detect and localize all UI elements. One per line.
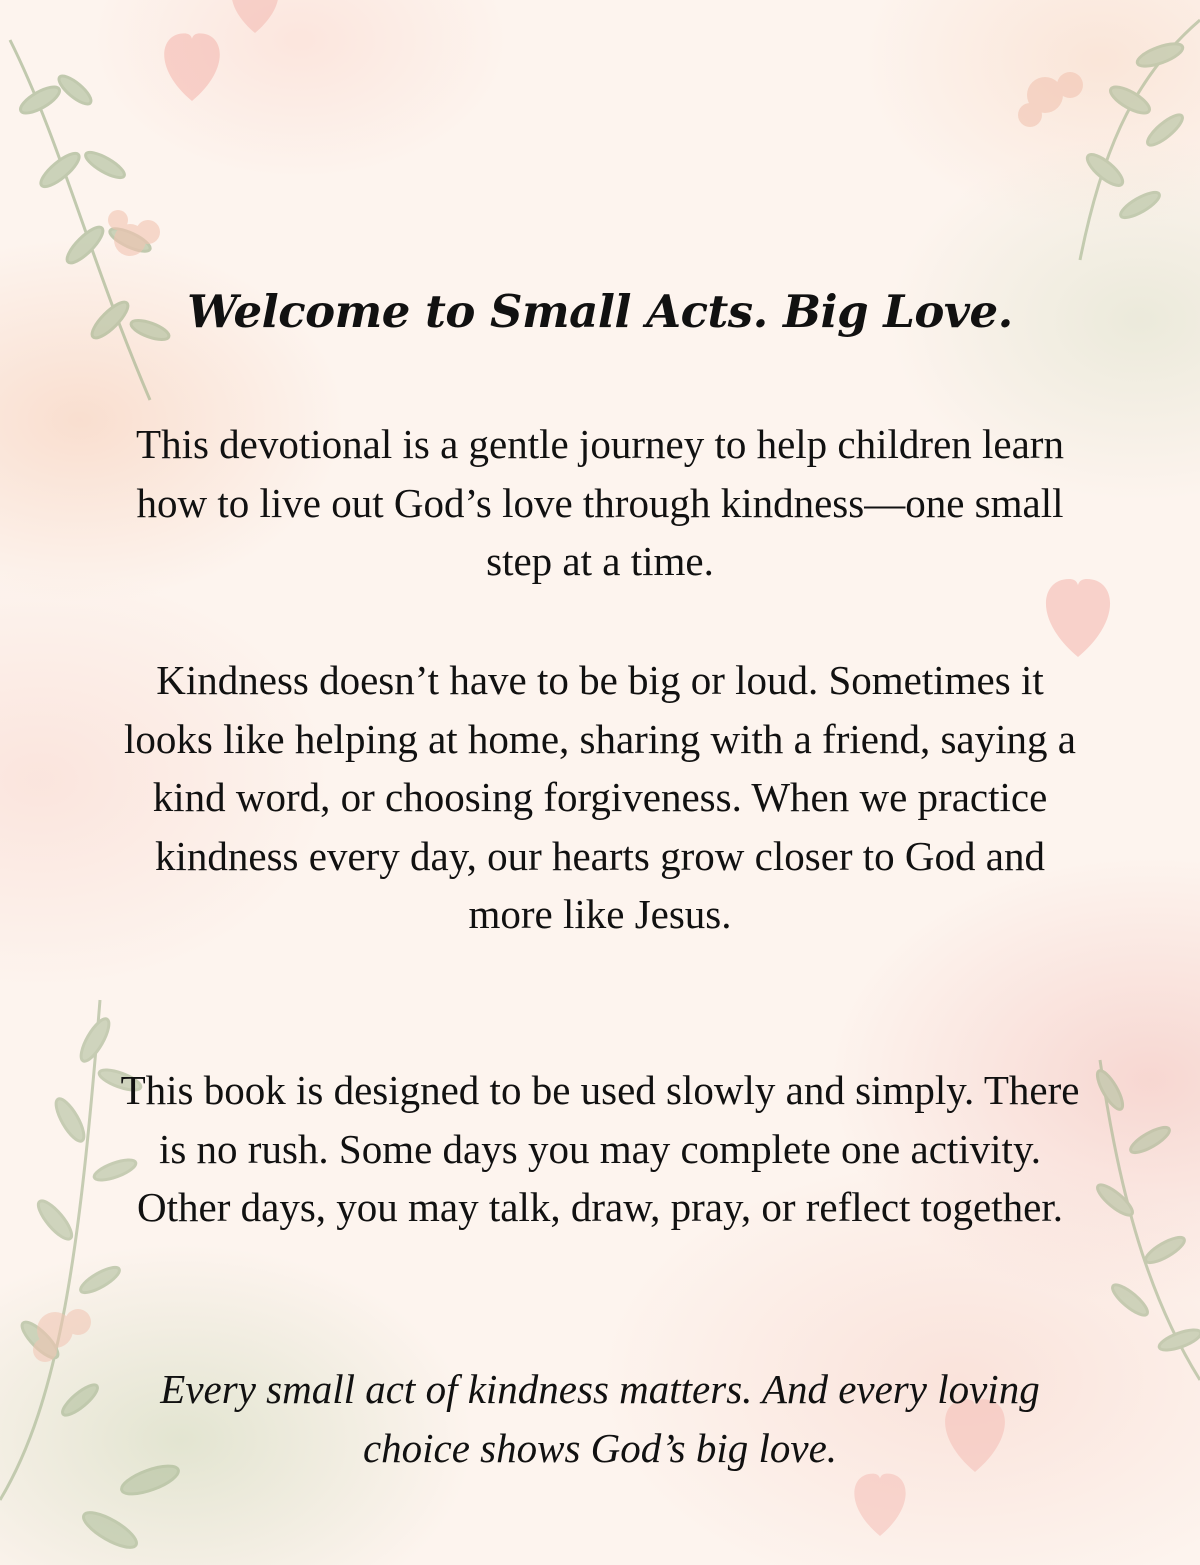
intro-paragraph: This devotional is a gentle journey to help children learn how to live out God’s love through kindness—one small step at a time. [136, 421, 1064, 584]
kindness-paragraph: Kindness doesn’t have to be big or loud. Sometimes it looks like helping at home, sharing with a friend, saying a kind word, or choosing forgiveness. When we practice kindness every day, our hearts grow closer to God and more like Jesus. [124, 657, 1076, 937]
leaf-branch-icon [1093, 1060, 1200, 1380]
heart-icon [854, 1474, 905, 1536]
heart-icon [164, 33, 220, 101]
heart-icon [231, 0, 278, 33]
leaf-branch-icon [10, 40, 171, 400]
blossom-icon [33, 1309, 91, 1362]
usage-paragraph: This book is designed to be used slowly and simply. There is no rush. Some days you may complete one activity. Other days, you may talk, draw, pray, or reflect together. [120, 1067, 1080, 1230]
heart-icon [1046, 579, 1110, 657]
blossom-icon [1018, 72, 1083, 127]
closing-paragraph: Every small act of kindness matters. And every loving choice shows God’s big love. [160, 1366, 1040, 1471]
blossom-icon [108, 210, 160, 256]
leaf-branch-icon [1080, 20, 1200, 260]
page-title: Welcome to Small Acts. Big Love. [187, 285, 1013, 338]
